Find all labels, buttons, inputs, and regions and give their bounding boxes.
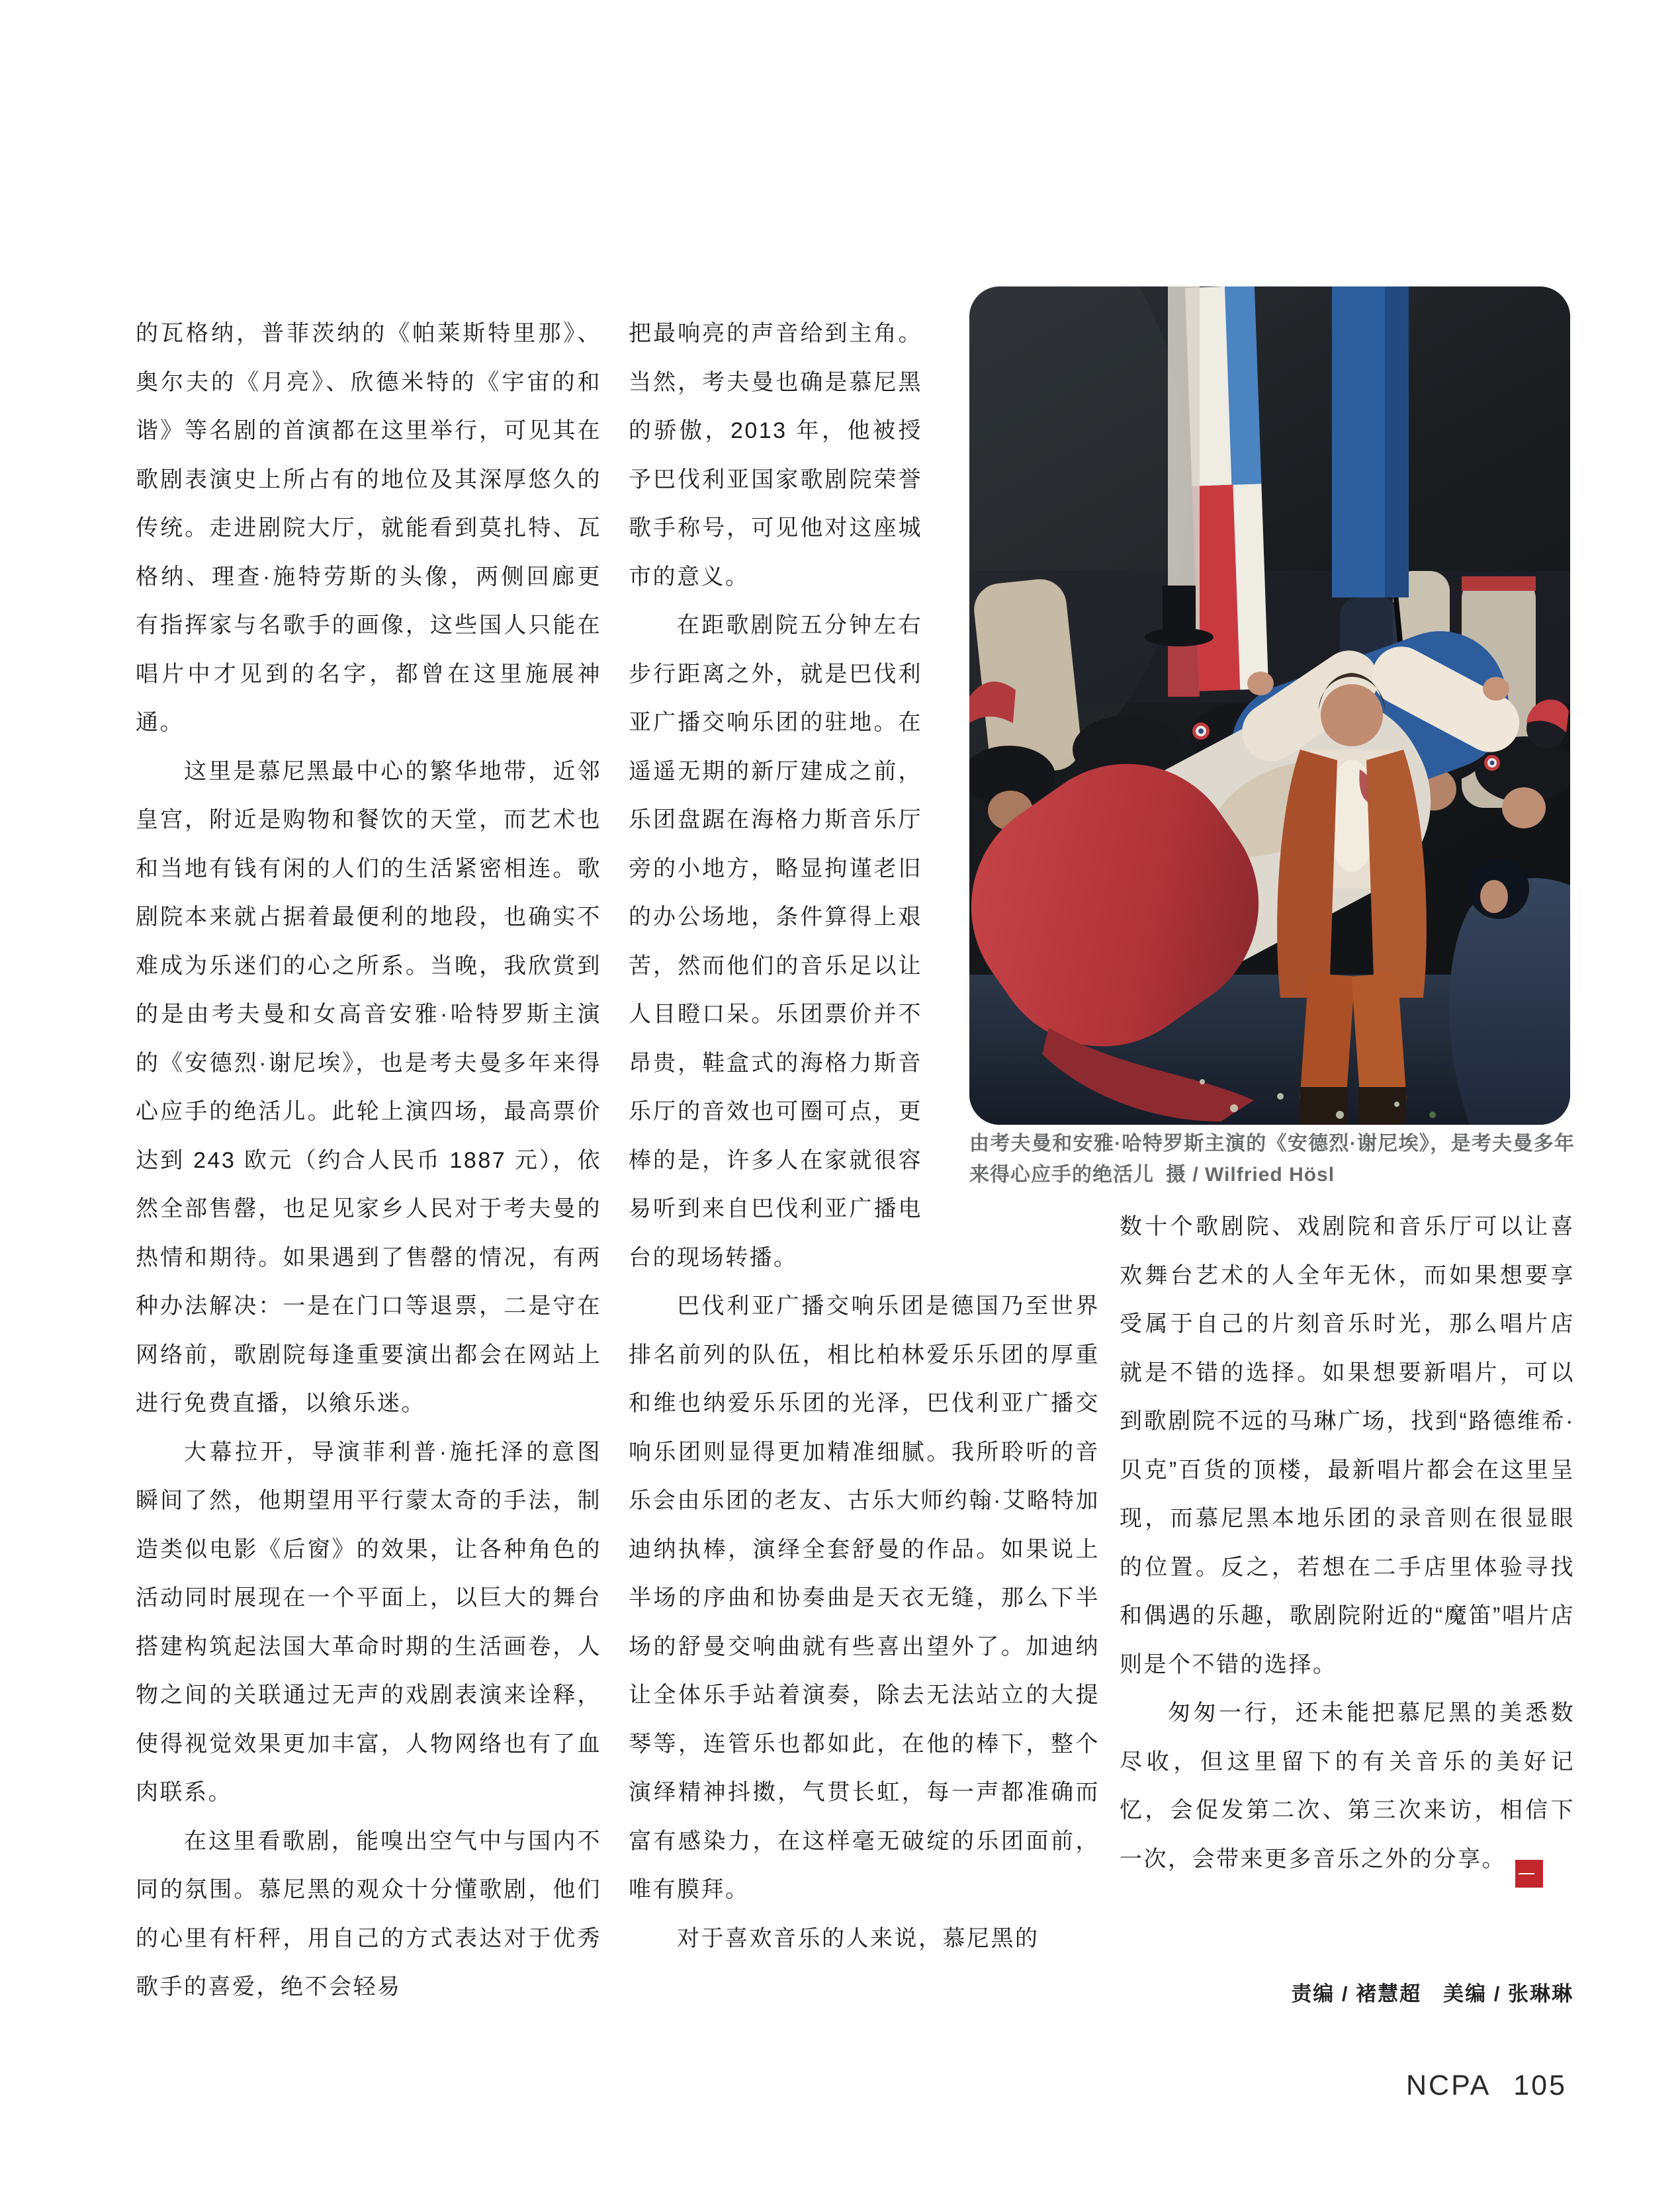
paragraph: 匆匆一行，还未能把慕尼黑的美悉数尽收，但这里留下的有关音乐的美好记忆，会促发第二次、第三次来访，相信下一次，会带来更多音乐之外的分享。 $\frac{NC}{PA}$ (1120, 1689, 1575, 1888)
hand-right (1483, 677, 1509, 701)
text-column-left (136, 310, 601, 2012)
trouser-left (1300, 973, 1354, 1102)
photo-caption (969, 1128, 1575, 1190)
boot-right (1358, 1087, 1406, 1125)
opera-stage-photo-art (969, 286, 1570, 1125)
text-column-right (1120, 1203, 1584, 1888)
photo-credit: 摄 / Wilfried Hösl (1166, 1164, 1335, 1186)
ncpa-endmark-icon: $\frac{NC}{PA}$ (1515, 1860, 1543, 1888)
editors-line: 责编 / 褚慧超 美编 / 张琳琳 (1291, 1982, 1573, 2005)
paragraph: 在距歌剧院五分钟左右步行距离之外，就是巴伐利亚广播交响乐团的驻地。在遥遥无期的新厅建成之前，乐团盘踞在海格力斯音乐厅旁的小地方，略显拘谨老旧的办公场地，条件算得上艰苦，然而他们的音乐足以让人目瞪口呆。乐团票价并不昂贵，鞋盒式的海格力斯音乐厅的音效也可圈可点，更棒的是，许多人在家就很容易听到来自巴伐利亚广播电台的现场转播。 (629, 613, 922, 1270)
page-brand: NCPA (1405, 2070, 1491, 2101)
page-number (1120, 2070, 1567, 2102)
paragraph: 在这里看歌剧，能嗅出空气中与国内不同的氛围。慕尼黑的观众十分懂歌剧，他们的心里有杆秤，用自己的方式表达对于优秀歌手的喜爱，绝不会轻易 (136, 1828, 601, 1999)
paragraph: 数十个歌剧院、戏剧院和音乐厅可以让喜欢舞台艺术的人全年无休，而如果想要享受属于自己的片刻音乐时光，那么唱片店就是不错的选择。如果想要新唱片，可以到歌剧院不远的马琳广场，找到“路德维希·贝克”百货的顶楼，最新唱片都会在这里呈现，而慕尼黑本地乐团的录音则在很显眼的位置。反之，若想在二手店里体验寻找和偶遇的乐趣，歌剧院附近的“魔笛”唱片店则是个不错的选择。 (1120, 1214, 1575, 1677)
page-number-value: 105 (1513, 2070, 1567, 2101)
paragraph: 巴伐利亚广播交响乐团是德国乃至世界排名前列的队伍，相比柏林爱乐乐团的厚重和维也纳爱乐乐团的光泽，巴伐利亚广播交响乐团则显得更加精准细腻。我所聆听的音乐会由乐团的老友、古乐大师约翰·艾略特加迪纳执棒，演绎全套舒曼的作品。如果说上半场的序曲和协奏曲是天衣无缝，那么下半场的舒曼交响曲就有些喜出望外了。加迪纳让全体乐手站着演奏，除去无法站立的大提琴等，连管乐也都如此，在他的棒下，整个演绎精神抖擞，气贯长虹，每一声都准确而富有感染力，在这样毫无破绽的乐团面前，唯有膜拜。 (629, 1293, 1100, 1902)
hanging-flag-blue-shade (1385, 286, 1409, 597)
trouser-right (1351, 973, 1406, 1102)
hand-left (1247, 672, 1274, 695)
performer-head (1321, 684, 1383, 746)
paragraph: 对于喜欢音乐的人来说，慕尼黑的 (677, 1925, 1039, 1951)
crowd-red-collar (1462, 576, 1536, 591)
paragraph: 的瓦格纳，普菲茨纳的《帕莱斯特里那》、奥尔夫的《月亮》、欣德米特的《宇宙的和谐》等名剧的首演都在这里举行，可见其在歌剧表演史上所占有的地位及其深厚悠久的传统。走进剧院大厅，就能看到莫扎特、瓦格纳、理查·施特劳斯的头像，两侧回廊更有指挥家与名歌手的画像，这些国人只能在唱片中才见到的名字，都曾在这里施展神通。 (136, 321, 601, 735)
photo-caption-text: 由考夫曼和安雅·哈特罗斯主演的《安德烈·谢尼埃》，是考夫曼多年来得心应手的绝活儿 (969, 1133, 1575, 1186)
boot-left (1300, 1087, 1348, 1125)
opera-stage-photo (969, 286, 1570, 1125)
paragraph: 这里是慕尼黑最中心的繁华地带，近邻皇宫，附近是购物和餐饮的天堂，而艺术也和当地有钱有闲的人们的生活紧密相连。歌剧院本来就占据着最便利的地段，也确实不难成为乐迷们的心之所系。当晚，我欣赏到的是由考夫曼和女高音安雅·哈特罗斯主演的《安德烈·谢尼埃》，也是考夫曼多年来得心应手的绝活儿。此轮上演四场，最高票价达到 243 欧元（约合人民币 1887 元），依然全部售罄，也足见家乡人民对于考夫曼的热情和期待。如果遇到了售罄的情况，有两种办法解决：一是在门口等退票，二是守在网络前，歌剧院每逢重要演出都会在网站上进行免费直播，以飨乐迷。 (136, 758, 601, 1416)
paragraph: 把最响亮的声音给到主角。当然，考夫曼也确是慕尼黑的骄傲，2013 年，他被授予巴伐利亚国家歌剧院荣誉歌手称号，可见他对这座城市的意义。 (629, 321, 922, 590)
paragraph: 大幕拉开，导演菲利普·施托泽的意图瞬间了然，他期望用平行蒙太奇的手法，制造类似电影《后窗》的效果，让各种角色的活动同时展现在一个平面上，以巨大的舞台搭建构筑起法国大革命时期的生活画卷，人物之间的关联通过无声的戏剧表演来诠释，使得视觉效果更加丰富，人物网络也有了血肉联系。 (136, 1439, 601, 1805)
